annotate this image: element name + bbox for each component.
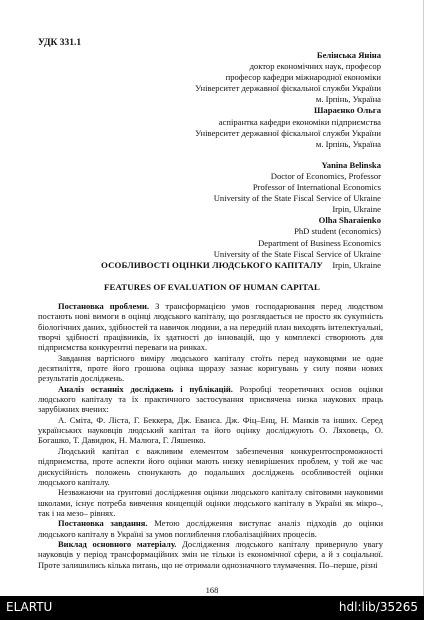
author-affiliation-line: м. Ірпінь, Україна [315, 138, 381, 149]
paragraph-text: Завдання вартісного виміру людського капіталу стоїть перед науковцями не одне десятиліття, проте його грошова оцінка щоразу зазнає коригувань у силу появи нових результатів досліджень. [38, 352, 383, 384]
footer-handle[interactable]: hdl:lib/35265 [338, 600, 418, 614]
paragraph-text: Розробці теоретичних основ оцінки людського капіталу та їх практичного застосування присвячена низка наукових праць зарубіжних вчених: [38, 383, 383, 415]
paragraph-text: А. Сміта, Ф. Ліста, Г. Беккера, Дж. Еванса. Дж. Фіц–Енц, Н. Манків та інших. Серед українських науковців людський капітал та його оцінку досліджують О. Ляховець, О. Богашко, Т. Давидюк, Н. Малюга, Г. Ляшенко. [38, 414, 383, 446]
author-affiliation-line: Department of Business Economics [258, 237, 381, 248]
author-affiliation-line: Irpin, Ukraine [332, 204, 381, 215]
paragraph-text: Людський капітал є важливим елементом забезпечення конкурентоспроможності підприємства, проте аспекти його оцінки мають низку невирішених проблем, у той же час дискусійність положень спонукають до подальших досліджень особливостей оцінки людського капіталу. [38, 445, 383, 487]
author-affiliation-line: PhD student (economics) [294, 226, 381, 237]
paragraph-text: З трансформацією умов господарювання перед людством постають нові вимоги в оцінці людського капіталу, що розглядається не просто як сукупність біологічних даних, здібностей та навичок людини, а на передній план виходять інтелектуальні, творчі здібності працівників, їх здатності до інновацій, що у комплексі створюють для підприємства конкурентні переваги на ринках. [38, 301, 383, 353]
page-number: 168 [205, 585, 219, 595]
section-heading: Постановка завдання. [58, 518, 148, 529]
paragraph-text: Метою дослідження виступає аналіз підходів до оцінки людського капіталу в Україні за умов поглиблення глобалізаційних процесів. [38, 518, 383, 539]
author-affiliation-line: Professor of International Economics [252, 182, 381, 193]
author-affiliation-line: Doctor of Economics, Professor [270, 170, 381, 181]
author-name: Olha Sharaienko [318, 215, 381, 226]
body-paragraph [38, 384, 383, 415]
body-paragraph [38, 353, 383, 384]
author-affiliation-line: Університет державної фіскальної служби України [195, 83, 381, 94]
body-paragraph [38, 539, 383, 570]
author-name: Белінська Яніна [316, 50, 381, 60]
author-block [81, 50, 381, 271]
body-paragraph [38, 518, 383, 539]
authors-english [81, 160, 381, 271]
section-heading: Аналіз останніх досліджень і публікацій. [58, 383, 233, 394]
title-ukrainian: ОСОБЛИВОСТІ ОЦІНКИ ЛЮДСЬКОГО КАПІТАЛУ [101, 260, 323, 270]
author-name: Yanina Belinska [321, 159, 381, 170]
section-heading: Виклад основного матеріалу. [58, 538, 177, 549]
authors-ukrainian [81, 50, 381, 150]
article-body [38, 301, 383, 570]
body-paragraph [38, 446, 383, 487]
author-affiliation-line: University of the State Fiscal Service of Ukraine [213, 248, 381, 259]
author-name: Шараєнко Ольга [313, 105, 381, 116]
footer-repository-name[interactable]: ELARTU [6, 600, 53, 614]
body-paragraph [38, 301, 383, 353]
author-affiliation-line: м. Ірпінь, Україна [315, 94, 381, 105]
author-affiliation-line: University of the State Fiscal Service of Ukraine [213, 193, 381, 204]
author-affiliation-line: аспірантка кафедри економіки підприємства [218, 116, 381, 127]
udc-code: УДК 331.1 [38, 38, 82, 48]
author-affiliation-line: Irpin, Ukraine [332, 259, 381, 270]
title-english: FEATURES OF EVALUATION OF HUMAN CAPITAL [104, 282, 320, 292]
paragraph-text: Дослідження людського капіталу привернуло увагу науковців у період трансформаційних змін не тільки із економічної сфери, а й з соціальної. Проте залишились кілька питань, що не отримали однозначного тлумачення. По–перше, різні [38, 538, 384, 570]
repository-footer-bar [0, 596, 424, 620]
body-paragraph [38, 487, 383, 518]
author-affiliation-line: доктор економічних наук, професор [249, 61, 381, 72]
author-affiliation-line: Університет державної фіскальної служби України [195, 127, 381, 138]
section-heading: Постановка проблеми. [58, 301, 150, 311]
author-affiliation-line: професор кафедри міжнародної економіки [225, 72, 381, 83]
body-paragraph [38, 415, 383, 446]
paragraph-text: Незважаючи на ґрунтовні дослідження оцінки людського капіталу світовими науковими школами, існує потреба вивчення концепцій оцінки людського капіталу в Україні як мікро–, так і на мезо– рівнях. [38, 487, 383, 518]
